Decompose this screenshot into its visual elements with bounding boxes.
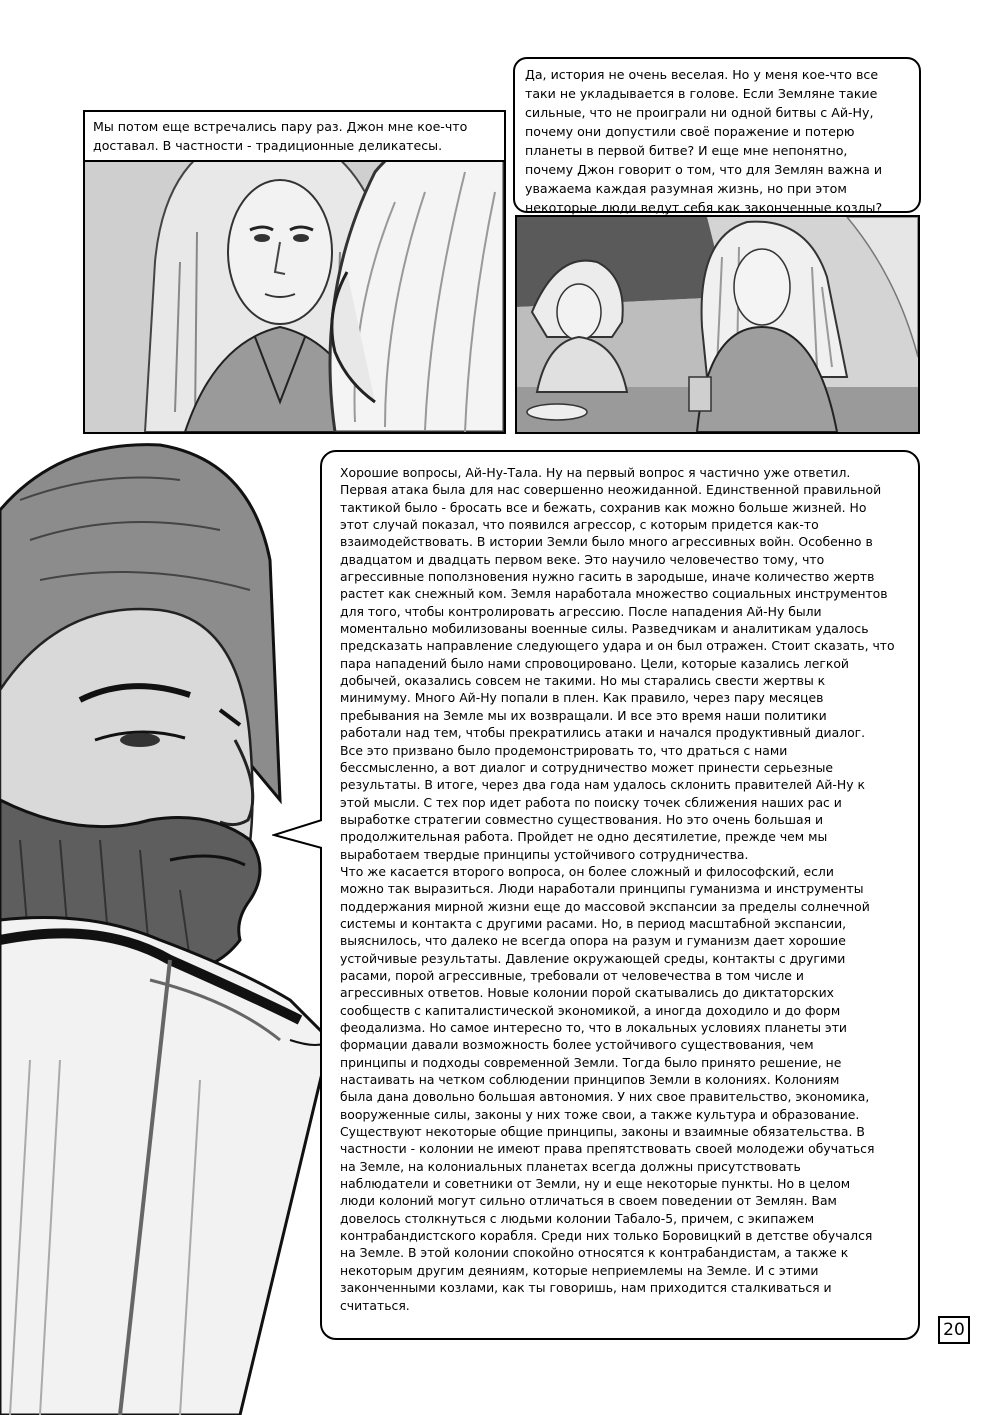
panel-3-speech-bubble: Хорошие вопросы, Ай-Ну-Тала. Ну на первый вопрос я частично уже ответил. Первая атака была для нас совершенно неожиданной. Единственной правильной тактикой было - бросать все и бежать, сохранив как можно больше жизней. Но этот случай показал, что появился агрессор, с которым придется как-то взаимодействовать. В истории Земли было много агрессивных войн. Особенно в двадцатом и двадцать первом веке. Это научило человечество тому, что агрессивные поползновения нужно гасить в зародыше, иначе количество жертв растет как снежный ком. Земля наработала множество социальных инструментов для того, чтобы контролировать агрессию. После нападения Ай-Ну были моментально мобилизованы военные силы. Разведчикам и аналитикам удалось предсказать направление следующего удара и он был отражен. Стоит сказать, что пара нападений было нами спровоцировано. Цели, которые казались легкой добычей, оказались совсем не такими. Но мы старались свести жертвы к минимуму. Много Ай-Ну попали в плен. Как правило, через пару месяцев пребывания на Земле мы их возвращали. И все это время наши политики работали над тем, чтобы прекратились атаки и начался продуктивный диалог. Все это призвано было продемонстрировать то, что драться с нами бессмысленно, а вот диалог и сотрудничество может принести серьезные результаты. В итоге, через два года нам удалось склонить правителей Ай-Ну к этой мысли. С тех пор идет работа по поиску точек сближения наших рас и выработке стратегии совместно существования. Но это очень большая и продолжительная работа. Пройдет не одно десятилетие, прежде чем мы выработаем твердые принципы устойчивого сотрудничества. Что же касается второго вопроса, он более сложный и философский, если можно так выразиться. Люди наработали принципы гуманизма и инструменты поддержания мирной жизни еще до массовой экспансии за пределы солнечной системы и контакта с другими расами. Но, в период масштабной экспансии, выяснилось, что далеко не всегда опора на разум и гуманизм дает хорошие устойчивые результаты. Давление окружающей среды, контакты с другими расами, порой агрессивные, требовали от человечества в том числе и агрессивных ответов. Новые колонии порой скатывались до диктаторских сообществ с капиталистической экономикой, а иногда доходило и до форм феодализма. Но самое интересно то, что в локальных условиях планеты эти формации давали возможность более устойчивого существования, чем принципы и подходы современной Земли. Тогда было принято решение, не настаивать на четком соблюдении принципов Земли в колониях. Колониям была дана довольно большая автономия. У них свое правительство, экономика, вооруженные силы, законы у них тоже свои, а также культура и образование. Существуют некоторые общие принципы, законы и взаимные обязательства. В частности - колонии не имеют права препятствовать своей молодежи обучаться на Земле, на колониальных планетах всегда должны присутствовать наблюдатели и советники от Земли, ну и еще некоторые пункты. Но в целом люди колоний могут сильно отличаться в своем поведении от Землян. Вам довелось столкнуться с людьми колонии Табало-5, причем, с экипажем контрабандистского корабля. Среди них только Боровицкий в детстве обучался на Земле. В этой колонии спокойно относятся к контрабандистам, а также к некоторым другим деяниям, которые неприемлемы на Земле. И с этими законченными козлами, как ты говоришь, нам приходится сталкиваться и считаться. [320,450,920,1340]
page-number: 20 [938,1316,970,1344]
comic-panel-1 [83,110,506,434]
bearded-man-artwork [0,440,340,1415]
comic-panel-2 [515,215,920,434]
panel-2-artwork [517,217,918,432]
speech-bubble-tail [272,815,322,855]
panel-1-caption: Мы потом еще встречались пару раз. Джон мне кое-что доставал. В частности - традиционные деликатесы. [83,110,506,162]
panel-2-speech-bubble: Да, история не очень веселая. Но у меня кое-что все таки не укладывается в голове. Если Земляне такие сильные, что не проиграли ни одной битвы с Ай-Ну, почему они допустили своё поражение и потерю планеты в первой битве? И еще мне непонятно, почему Джон говорит о том, что для Землян важна и уважаема каждая разумная жизнь, но при этом некоторые люди ведут себя как законченные козлы? [513,57,921,213]
